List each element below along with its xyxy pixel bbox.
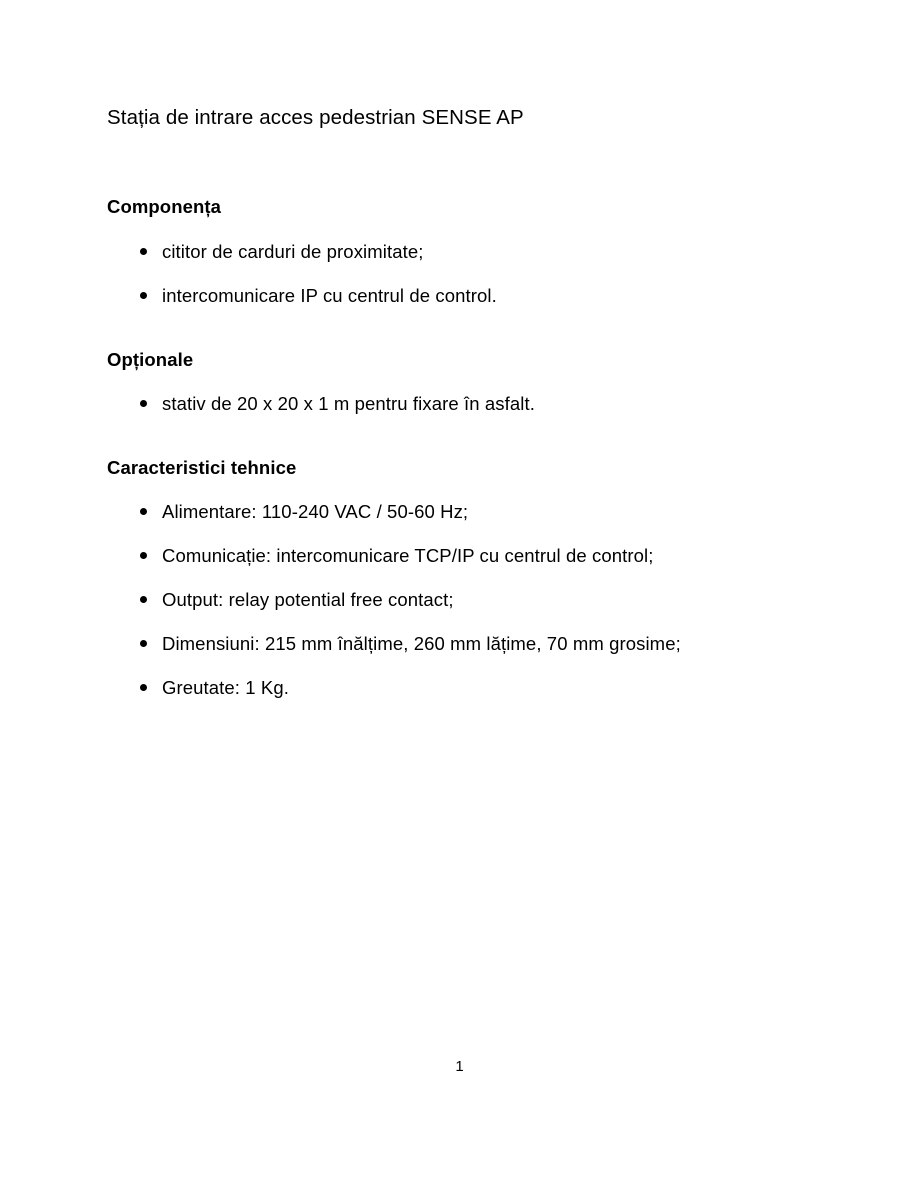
page-title: Stația de intrare acces pedestrian SENSE AP [107,106,524,129]
list-item [107,499,807,525]
bullet-dot-icon [140,400,147,407]
section-spacer [107,417,807,455]
bullet-dot-icon [140,248,147,255]
list-item [107,283,807,309]
list-item-label: Output: relay potential free contact; [162,589,454,610]
list-item [107,631,807,657]
bullet-dot-icon [140,596,147,603]
list-item-label: Comunicație: intercomunicare TCP/IP cu centrul de control; [162,545,654,566]
section-heading-caracteristici-tehnice: Caracteristici tehnice [107,457,297,478]
bullet-dot-icon [140,508,147,515]
title-spacer [107,132,807,194]
list-item-label: Dimensiuni: 215 mm înălțime, 260 mm lățime, 70 mm grosime; [162,633,681,654]
bullet-list-optionale [107,391,807,417]
bullet-list-componenta [107,239,807,309]
section-caracteristici-tehnice [107,455,807,701]
page-number: 1 [455,1058,464,1075]
section-heading-componenta: Componența [107,196,222,217]
bullet-dot-icon [140,640,147,647]
list-item-label: cititor de carduri de proximitate; [162,241,424,262]
list-item-label: Alimentare: 110-240 VAC / 50-60 Hz; [162,501,469,522]
document-body [107,104,807,701]
list-item [107,391,807,417]
bullet-dot-icon [140,684,147,691]
list-item [107,543,807,569]
section-spacer [107,309,807,347]
list-item-label: intercomunicare IP cu centrul de control. [162,285,497,306]
section-optionale [107,347,807,417]
section-componenta [107,194,807,309]
bullet-dot-icon [140,292,147,299]
bullet-list-caracteristici-tehnice [107,499,807,701]
list-item [107,587,807,613]
list-item-label: Greutate: 1 Kg. [162,677,289,698]
list-item-label: stativ de 20 x 20 x 1 m pentru fixare în asfalt. [162,393,535,414]
list-item [107,239,807,265]
list-item [107,675,807,701]
section-heading-optionale: Opționale [107,349,194,370]
bullet-dot-icon [140,552,147,559]
